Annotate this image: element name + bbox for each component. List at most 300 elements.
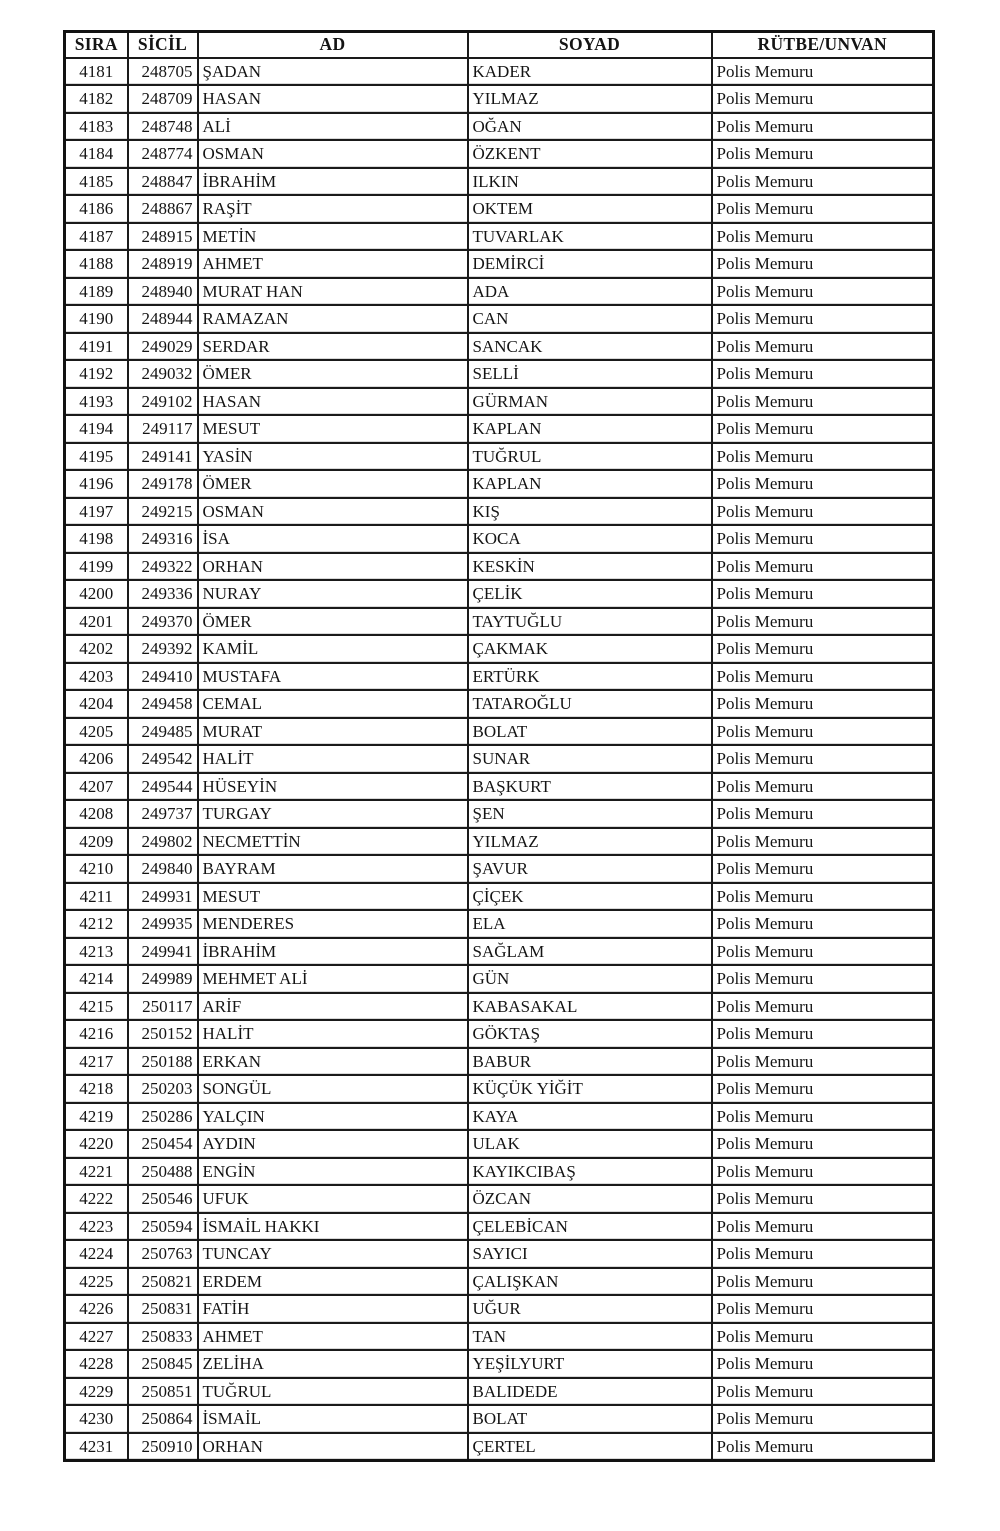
cell-rutbe: Polis Memuru [712, 305, 934, 333]
cell-soyad: BAŞKURT [468, 773, 712, 801]
cell-rutbe: Polis Memuru [712, 608, 934, 636]
cell-rutbe: Polis Memuru [712, 910, 934, 938]
cell-soyad: KOCA [468, 525, 712, 553]
cell-sicil: 250763 [128, 1240, 198, 1268]
cell-ad: ALİ [198, 113, 468, 141]
cell-rutbe: Polis Memuru [712, 938, 934, 966]
cell-rutbe: Polis Memuru [712, 745, 934, 773]
cell-soyad: SAĞLAM [468, 938, 712, 966]
cell-rutbe: Polis Memuru [712, 883, 934, 911]
cell-rutbe: Polis Memuru [712, 1295, 934, 1323]
cell-ad: ÖMER [198, 608, 468, 636]
cell-sira: 4197 [65, 498, 128, 526]
cell-rutbe: Polis Memuru [712, 1350, 934, 1378]
cell-sira: 4226 [65, 1295, 128, 1323]
cell-sira: 4225 [65, 1268, 128, 1296]
cell-rutbe: Polis Memuru [712, 360, 934, 388]
cell-ad: AYDIN [198, 1130, 468, 1158]
cell-ad: FATİH [198, 1295, 468, 1323]
table-row [65, 828, 934, 856]
cell-rutbe: Polis Memuru [712, 278, 934, 306]
cell-sicil: 249215 [128, 498, 198, 526]
cell-sira: 4213 [65, 938, 128, 966]
cell-rutbe: Polis Memuru [712, 553, 934, 581]
cell-ad: YALÇIN [198, 1103, 468, 1131]
column-header-rutbe: RÜTBE/UNVAN [712, 32, 934, 58]
cell-sicil: 249542 [128, 745, 198, 773]
cell-rutbe: Polis Memuru [712, 1323, 934, 1351]
cell-soyad: GÜN [468, 965, 712, 993]
cell-soyad: ÇELİK [468, 580, 712, 608]
cell-ad: METİN [198, 223, 468, 251]
cell-soyad: UĞUR [468, 1295, 712, 1323]
cell-soyad: ADA [468, 278, 712, 306]
cell-soyad: BABUR [468, 1048, 712, 1076]
cell-sira: 4214 [65, 965, 128, 993]
table-row [65, 223, 934, 251]
cell-rutbe: Polis Memuru [712, 718, 934, 746]
cell-soyad: TATAROĞLU [468, 690, 712, 718]
cell-soyad: TUĞRUL [468, 443, 712, 471]
cell-soyad: KAYA [468, 1103, 712, 1131]
cell-rutbe: Polis Memuru [712, 1405, 934, 1433]
cell-ad: OSMAN [198, 498, 468, 526]
cell-sicil: 249141 [128, 443, 198, 471]
table-row [65, 1405, 934, 1433]
cell-rutbe: Polis Memuru [712, 773, 934, 801]
cell-rutbe: Polis Memuru [712, 1240, 934, 1268]
cell-soyad: ÇALIŞKAN [468, 1268, 712, 1296]
cell-rutbe: Polis Memuru [712, 663, 934, 691]
column-header-sicil: SİCİL [128, 32, 198, 58]
table-body [65, 58, 934, 1461]
cell-sicil: 249737 [128, 800, 198, 828]
cell-sicil: 250546 [128, 1185, 198, 1213]
cell-sicil: 248748 [128, 113, 198, 141]
cell-ad: MURAT HAN [198, 278, 468, 306]
cell-soyad: YILMAZ [468, 85, 712, 113]
table-row [65, 1158, 934, 1186]
cell-sicil: 249989 [128, 965, 198, 993]
cell-soyad: ŞEN [468, 800, 712, 828]
cell-soyad: BOLAT [468, 1405, 712, 1433]
table-row [65, 1075, 934, 1103]
cell-sicil: 249410 [128, 663, 198, 691]
cell-sicil: 248919 [128, 250, 198, 278]
cell-sira: 4228 [65, 1350, 128, 1378]
cell-ad: İBRAHİM [198, 168, 468, 196]
table-row [65, 415, 934, 443]
table-row [65, 718, 934, 746]
cell-soyad: OKTEM [468, 195, 712, 223]
cell-ad: RAMAZAN [198, 305, 468, 333]
cell-sira: 4220 [65, 1130, 128, 1158]
cell-sira: 4199 [65, 553, 128, 581]
cell-ad: ERDEM [198, 1268, 468, 1296]
cell-rutbe: Polis Memuru [712, 388, 934, 416]
cell-sira: 4208 [65, 800, 128, 828]
cell-ad: ZELİHA [198, 1350, 468, 1378]
cell-sicil: 250851 [128, 1378, 198, 1406]
cell-rutbe: Polis Memuru [712, 1130, 934, 1158]
cell-sira: 4224 [65, 1240, 128, 1268]
cell-sira: 4230 [65, 1405, 128, 1433]
cell-sicil: 248705 [128, 58, 198, 86]
cell-ad: TURGAY [198, 800, 468, 828]
cell-ad: HASAN [198, 388, 468, 416]
cell-sicil: 249336 [128, 580, 198, 608]
table-row [65, 333, 934, 361]
table-row [65, 1130, 934, 1158]
cell-soyad: KAPLAN [468, 470, 712, 498]
cell-soyad: KAYIKCIBAŞ [468, 1158, 712, 1186]
table-row [65, 140, 934, 168]
cell-rutbe: Polis Memuru [712, 443, 934, 471]
cell-soyad: DEMİRCİ [468, 250, 712, 278]
cell-soyad: BALIDEDE [468, 1378, 712, 1406]
cell-soyad: KESKİN [468, 553, 712, 581]
cell-sira: 4219 [65, 1103, 128, 1131]
table-row [65, 1240, 934, 1268]
cell-sicil: 248847 [128, 168, 198, 196]
table-row [65, 1350, 934, 1378]
cell-soyad: KIŞ [468, 498, 712, 526]
cell-sira: 4200 [65, 580, 128, 608]
cell-ad: TUNCAY [198, 1240, 468, 1268]
cell-sicil: 250286 [128, 1103, 198, 1131]
cell-soyad: TAN [468, 1323, 712, 1351]
table-row [65, 1048, 934, 1076]
table-row [65, 58, 934, 86]
cell-sira: 4204 [65, 690, 128, 718]
table-row [65, 635, 934, 663]
cell-ad: İBRAHİM [198, 938, 468, 966]
cell-rutbe: Polis Memuru [712, 113, 934, 141]
cell-soyad: ÇERTEL [468, 1433, 712, 1461]
cell-rutbe: Polis Memuru [712, 250, 934, 278]
cell-rutbe: Polis Memuru [712, 1378, 934, 1406]
cell-soyad: GÖKTAŞ [468, 1020, 712, 1048]
cell-sicil: 249931 [128, 883, 198, 911]
cell-rutbe: Polis Memuru [712, 690, 934, 718]
table-row [65, 938, 934, 966]
cell-soyad: ÇİÇEK [468, 883, 712, 911]
cell-sira: 4222 [65, 1185, 128, 1213]
cell-soyad: KÜÇÜK YİĞİT [468, 1075, 712, 1103]
cell-sicil: 250821 [128, 1268, 198, 1296]
cell-sira: 4201 [65, 608, 128, 636]
table-row [65, 1185, 934, 1213]
cell-sira: 4207 [65, 773, 128, 801]
table-row [65, 250, 934, 278]
cell-sira: 4215 [65, 993, 128, 1021]
cell-sicil: 250188 [128, 1048, 198, 1076]
cell-soyad: YEŞİLYURT [468, 1350, 712, 1378]
cell-sira: 4211 [65, 883, 128, 911]
cell-sicil: 249102 [128, 388, 198, 416]
table-row [65, 553, 934, 581]
table-row [65, 855, 934, 883]
cell-sicil: 250845 [128, 1350, 198, 1378]
cell-sicil: 249029 [128, 333, 198, 361]
cell-sira: 4193 [65, 388, 128, 416]
table-header-row [65, 32, 934, 58]
table-row [65, 883, 934, 911]
cell-sira: 4218 [65, 1075, 128, 1103]
cell-ad: TUĞRUL [198, 1378, 468, 1406]
cell-ad: MEHMET ALİ [198, 965, 468, 993]
cell-sicil: 249117 [128, 415, 198, 443]
table-row [65, 1433, 934, 1461]
cell-ad: HÜSEYİN [198, 773, 468, 801]
cell-soyad: SAYICI [468, 1240, 712, 1268]
cell-rutbe: Polis Memuru [712, 1213, 934, 1241]
cell-sicil: 249935 [128, 910, 198, 938]
cell-ad: AHMET [198, 250, 468, 278]
cell-soyad: ILKIN [468, 168, 712, 196]
cell-sira: 4210 [65, 855, 128, 883]
cell-rutbe: Polis Memuru [712, 1075, 934, 1103]
cell-sira: 4181 [65, 58, 128, 86]
cell-sira: 4182 [65, 85, 128, 113]
cell-sira: 4196 [65, 470, 128, 498]
cell-sira: 4217 [65, 1048, 128, 1076]
cell-ad: MURAT [198, 718, 468, 746]
cell-soyad: SELLİ [468, 360, 712, 388]
cell-soyad: KABASAKAL [468, 993, 712, 1021]
cell-sicil: 248940 [128, 278, 198, 306]
column-header-soyad: SOYAD [468, 32, 712, 58]
cell-ad: ORHAN [198, 553, 468, 581]
cell-sira: 4191 [65, 333, 128, 361]
cell-rutbe: Polis Memuru [712, 993, 934, 1021]
table-row [65, 608, 934, 636]
cell-sicil: 250831 [128, 1295, 198, 1323]
cell-ad: KAMİL [198, 635, 468, 663]
cell-ad: NECMETTİN [198, 828, 468, 856]
cell-ad: MESUT [198, 415, 468, 443]
cell-ad: BAYRAM [198, 855, 468, 883]
cell-ad: ARİF [198, 993, 468, 1021]
cell-sira: 4205 [65, 718, 128, 746]
column-header-ad: AD [198, 32, 468, 58]
cell-ad: UFUK [198, 1185, 468, 1213]
cell-sicil: 249178 [128, 470, 198, 498]
cell-sicil: 249544 [128, 773, 198, 801]
cell-soyad: ŞAVUR [468, 855, 712, 883]
cell-ad: HALİT [198, 1020, 468, 1048]
cell-sira: 4183 [65, 113, 128, 141]
cell-ad: HALİT [198, 745, 468, 773]
cell-soyad: ÇAKMAK [468, 635, 712, 663]
cell-sicil: 248867 [128, 195, 198, 223]
cell-soyad: ULAK [468, 1130, 712, 1158]
cell-sicil: 250594 [128, 1213, 198, 1241]
cell-rutbe: Polis Memuru [712, 168, 934, 196]
cell-soyad: TUVARLAK [468, 223, 712, 251]
cell-sicil: 249370 [128, 608, 198, 636]
cell-rutbe: Polis Memuru [712, 635, 934, 663]
cell-rutbe: Polis Memuru [712, 1048, 934, 1076]
cell-sira: 4212 [65, 910, 128, 938]
cell-rutbe: Polis Memuru [712, 140, 934, 168]
cell-sira: 4231 [65, 1433, 128, 1461]
table-row [65, 113, 934, 141]
table-row [65, 470, 934, 498]
cell-sicil: 248774 [128, 140, 198, 168]
table-row [65, 1213, 934, 1241]
cell-soyad: ERTÜRK [468, 663, 712, 691]
cell-sicil: 248944 [128, 305, 198, 333]
cell-soyad: SUNAR [468, 745, 712, 773]
cell-ad: ÖMER [198, 470, 468, 498]
cell-rutbe: Polis Memuru [712, 498, 934, 526]
table-row [65, 443, 934, 471]
cell-soyad: BOLAT [468, 718, 712, 746]
cell-sira: 4221 [65, 1158, 128, 1186]
cell-ad: MENDERES [198, 910, 468, 938]
cell-soyad: ÖZKENT [468, 140, 712, 168]
table-row [65, 305, 934, 333]
table-row [65, 85, 934, 113]
cell-sicil: 249941 [128, 938, 198, 966]
cell-ad: ÖMER [198, 360, 468, 388]
cell-sicil: 250454 [128, 1130, 198, 1158]
table-row [65, 1323, 934, 1351]
cell-soyad: GÜRMAN [468, 388, 712, 416]
cell-sira: 4192 [65, 360, 128, 388]
table-row [65, 1020, 934, 1048]
cell-ad: HASAN [198, 85, 468, 113]
cell-rutbe: Polis Memuru [712, 1433, 934, 1461]
cell-sira: 4206 [65, 745, 128, 773]
cell-ad: CEMAL [198, 690, 468, 718]
table-row [65, 745, 934, 773]
cell-sicil: 249032 [128, 360, 198, 388]
cell-ad: İSA [198, 525, 468, 553]
cell-ad: ORHAN [198, 1433, 468, 1461]
cell-rutbe: Polis Memuru [712, 195, 934, 223]
cell-sira: 4185 [65, 168, 128, 196]
cell-sira: 4223 [65, 1213, 128, 1241]
cell-sicil: 250864 [128, 1405, 198, 1433]
table-row [65, 910, 934, 938]
cell-sicil: 249392 [128, 635, 198, 663]
cell-sicil: 249316 [128, 525, 198, 553]
cell-sicil: 249840 [128, 855, 198, 883]
cell-sira: 4202 [65, 635, 128, 663]
cell-rutbe: Polis Memuru [712, 580, 934, 608]
cell-rutbe: Polis Memuru [712, 1185, 934, 1213]
cell-rutbe: Polis Memuru [712, 333, 934, 361]
cell-sicil: 250488 [128, 1158, 198, 1186]
cell-rutbe: Polis Memuru [712, 415, 934, 443]
cell-ad: SERDAR [198, 333, 468, 361]
table-row [65, 663, 934, 691]
table-row [65, 360, 934, 388]
cell-sira: 4186 [65, 195, 128, 223]
cell-soyad: KADER [468, 58, 712, 86]
cell-rutbe: Polis Memuru [712, 470, 934, 498]
cell-sicil: 250910 [128, 1433, 198, 1461]
cell-rutbe: Polis Memuru [712, 1268, 934, 1296]
cell-sicil: 250203 [128, 1075, 198, 1103]
cell-ad: ŞADAN [198, 58, 468, 86]
table-row [65, 773, 934, 801]
cell-sira: 4198 [65, 525, 128, 553]
table-row [65, 1103, 934, 1131]
table-row [65, 580, 934, 608]
cell-sicil: 249322 [128, 553, 198, 581]
cell-ad: RAŞİT [198, 195, 468, 223]
cell-rutbe: Polis Memuru [712, 828, 934, 856]
cell-rutbe: Polis Memuru [712, 1020, 934, 1048]
cell-soyad: OĞAN [468, 113, 712, 141]
cell-sira: 4190 [65, 305, 128, 333]
table-row [65, 498, 934, 526]
cell-sira: 4189 [65, 278, 128, 306]
cell-sira: 4195 [65, 443, 128, 471]
table-row [65, 278, 934, 306]
table-row [65, 690, 934, 718]
cell-sicil: 248915 [128, 223, 198, 251]
cell-ad: YASİN [198, 443, 468, 471]
cell-sira: 4188 [65, 250, 128, 278]
cell-sira: 4203 [65, 663, 128, 691]
cell-sira: 4227 [65, 1323, 128, 1351]
personnel-table [63, 30, 935, 1462]
cell-rutbe: Polis Memuru [712, 965, 934, 993]
cell-soyad: ÖZCAN [468, 1185, 712, 1213]
table-row [65, 195, 934, 223]
table-row [65, 1268, 934, 1296]
table-row [65, 993, 934, 1021]
cell-soyad: KAPLAN [468, 415, 712, 443]
cell-soyad: YILMAZ [468, 828, 712, 856]
cell-soyad: TAYTUĞLU [468, 608, 712, 636]
table-row [65, 1378, 934, 1406]
cell-soyad: ÇELEBİCAN [468, 1213, 712, 1241]
cell-sira: 4194 [65, 415, 128, 443]
cell-ad: MESUT [198, 883, 468, 911]
cell-sira: 4187 [65, 223, 128, 251]
cell-rutbe: Polis Memuru [712, 85, 934, 113]
cell-ad: İSMAİL [198, 1405, 468, 1433]
cell-sicil: 248709 [128, 85, 198, 113]
cell-ad: İSMAİL HAKKI [198, 1213, 468, 1241]
table-row [65, 1295, 934, 1323]
cell-rutbe: Polis Memuru [712, 800, 934, 828]
table-row [65, 388, 934, 416]
cell-ad: ERKAN [198, 1048, 468, 1076]
cell-rutbe: Polis Memuru [712, 1158, 934, 1186]
cell-ad: ENGİN [198, 1158, 468, 1186]
cell-rutbe: Polis Memuru [712, 525, 934, 553]
cell-ad: AHMET [198, 1323, 468, 1351]
cell-rutbe: Polis Memuru [712, 223, 934, 251]
cell-sira: 4209 [65, 828, 128, 856]
cell-soyad: SANCAK [468, 333, 712, 361]
cell-sicil: 249458 [128, 690, 198, 718]
cell-sicil: 249802 [128, 828, 198, 856]
table-row [65, 800, 934, 828]
cell-ad: SONGÜL [198, 1075, 468, 1103]
cell-sicil: 250833 [128, 1323, 198, 1351]
cell-sicil: 249485 [128, 718, 198, 746]
cell-sicil: 250152 [128, 1020, 198, 1048]
cell-rutbe: Polis Memuru [712, 855, 934, 883]
cell-sira: 4184 [65, 140, 128, 168]
